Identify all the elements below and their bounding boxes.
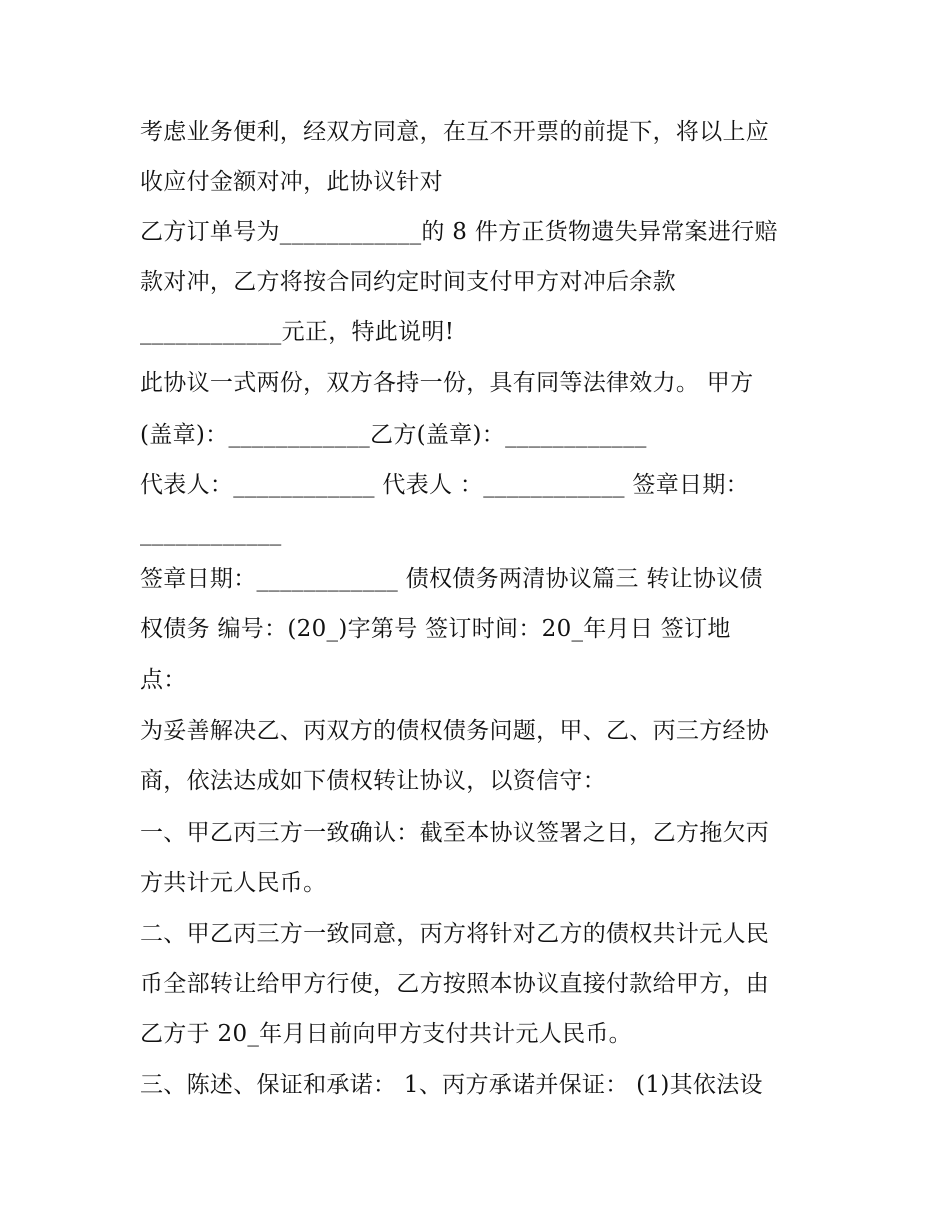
text-line: 考虑业务便利，经双方同意，在互不开票的前提下，将以上应 (140, 119, 770, 145)
text-line: (盖章)：____________乙方(盖章)：____________ (140, 422, 647, 448)
text-line: 此协议一式两份，双方各持一份，具有同等法律效力。 甲方 (140, 370, 754, 396)
text-line: 收应付金额对冲，此协议针对 (140, 169, 443, 195)
text-line: 乙方于 20_年月日前向甲方支付共计元人民币。 (140, 1021, 632, 1047)
text-line: ____________ (140, 520, 282, 546)
text-line: 权债务 编号：(20_)字第号 签订时间：20_年月日 签订地 (140, 616, 731, 642)
text-line: 款对冲，乙方将按合同约定时间支付甲方对冲后余款 (140, 269, 676, 295)
text-line: 为妥善解决乙、丙双方的债权债务问题，甲、乙、丙三方经协 (140, 718, 770, 744)
text-line: 商，依法达成如下债权转让协议，以资信守： (140, 768, 606, 794)
text-line: 二、甲乙丙三方一致同意，丙方将针对乙方的债权共计元人民 (140, 921, 770, 947)
text-line: ____________元正，特此说明! (140, 319, 455, 345)
text-line: 乙方订单号为____________的 8 件方正货物遗失异常案进行赔 (140, 219, 778, 245)
text-line: 一、甲乙丙三方一致确认：截至本协议签署之日，乙方拖欠丙 (140, 820, 770, 846)
text-line: 方共计元人民币。 (140, 870, 327, 896)
text-line: 点： (140, 667, 187, 693)
text-line: 三、陈述、保证和承诺： 1、丙方承诺并保证： (1)其依法设 (140, 1072, 763, 1098)
text-line: 签章日期：____________ 债权债务两清协议篇三 转让协议债 (140, 566, 763, 592)
text-line: 代表人：____________ 代表人 ：____________ 签章日期： (140, 472, 749, 498)
text-line: 币全部转让给甲方行使，乙方按照本协议直接付款给甲方，由 (140, 971, 770, 997)
